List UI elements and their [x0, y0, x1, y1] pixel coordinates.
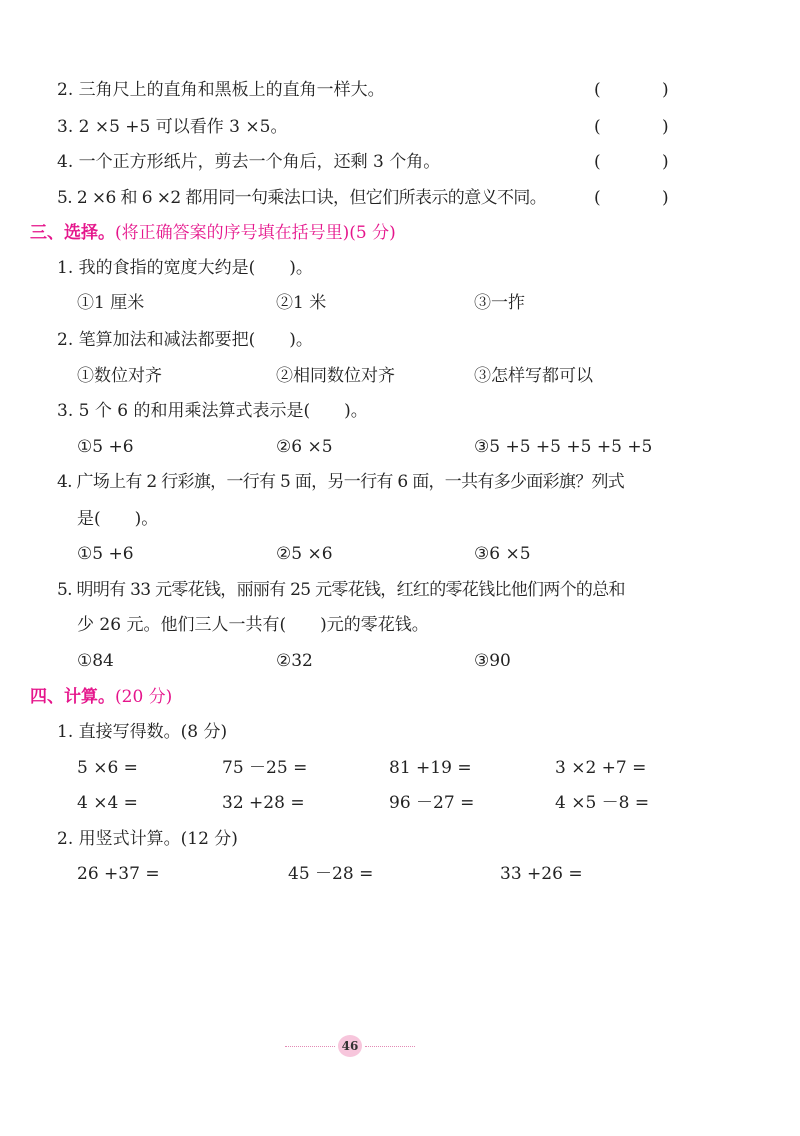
judge-item-4: 4. 一个正方形纸片，剪去一个角后，还剩 3 个角。: [57, 152, 441, 172]
judge-item-5: 5. 2 ×6 和 6 ×2 都用同一句乘法口诀，但它们所表示的意义不同。: [57, 188, 547, 208]
choice-option[interactable]: ①5 +6: [77, 437, 134, 457]
calc-expression: 26 +37 =: [77, 864, 160, 884]
choice-option[interactable]: ③一拃: [474, 293, 525, 313]
calc-expression: 81 +19 =: [389, 758, 472, 778]
choice-option[interactable]: ②1 米: [276, 293, 327, 313]
choice-question-5: 5. 明明有 33 元零花钱，丽丽有 25 元零花钱，红红的零花钱比他们两个的总和: [57, 580, 625, 600]
calc-expression: 5 ×6 =: [77, 758, 138, 778]
footer-rule-left: [285, 1046, 335, 1047]
footer-rule-right: [365, 1046, 415, 1047]
calc-expression: 45 －28 =: [288, 864, 374, 884]
calc-expression: 75 －25 =: [222, 758, 308, 778]
choice-question-4-cont: 是( )。: [77, 509, 159, 529]
calc-expression: 4 ×5 －8 =: [555, 793, 650, 813]
calc-expression: 96 －27 =: [389, 793, 475, 813]
choice-option[interactable]: ②5 ×6: [276, 544, 333, 564]
choice-question-1: 1. 我的食指的宽度大约是( )。: [57, 258, 313, 278]
choice-option[interactable]: ①5 +6: [77, 544, 134, 564]
calc-expression: 33 +26 =: [500, 864, 583, 884]
choice-option[interactable]: ②6 ×5: [276, 437, 333, 457]
section-title-calc: 四、计算。(20 分): [30, 687, 173, 707]
page-number: 46: [338, 1035, 362, 1057]
calc-expression: 3 ×2 +7 =: [555, 758, 647, 778]
choice-question-3: 3. 5 个 6 的和用乘法算式表示是( )。: [57, 401, 368, 421]
choice-option[interactable]: ①84: [77, 651, 114, 671]
choice-option[interactable]: ②相同数位对齐: [276, 366, 395, 386]
choice-option[interactable]: ①1 厘米: [77, 293, 145, 313]
choice-option[interactable]: ③6 ×5: [474, 544, 531, 564]
calc-expression: 32 +28 =: [222, 793, 305, 813]
choice-question-4: 4. 广场上有 2 行彩旗，一行有 5 面，另一行有 6 面，一共有多少面彩旗？列式: [57, 472, 625, 492]
choice-option[interactable]: ③怎样写都可以: [474, 366, 593, 386]
calc-expression: 4 ×4 =: [77, 793, 138, 813]
choice-question-5-cont: 少 26 元。他们三人一共有( )元的零花钱。: [77, 615, 429, 635]
calc-question-2: 2. 用竖式计算。(12 分): [57, 829, 238, 849]
judge-item-2: 2. 三角尺上的直角和黑板上的直角一样大。: [57, 80, 385, 100]
calc-question-1: 1. 直接写得数。(8 分): [57, 722, 228, 742]
section-title-choice: 三、选择。(将正确答案的序号填在括号里)(5 分): [30, 223, 396, 243]
judge-item-3: 3. 2 ×5 +5 可以看作 3 ×5。: [57, 117, 288, 137]
choice-option[interactable]: ③5 +5 +5 +5 +5 +5: [474, 437, 653, 457]
choice-option[interactable]: ②32: [276, 651, 313, 671]
choice-option[interactable]: ③90: [474, 651, 511, 671]
choice-question-2: 2. 笔算加法和减法都要把( )。: [57, 330, 313, 350]
choice-option[interactable]: ①数位对齐: [77, 366, 162, 386]
